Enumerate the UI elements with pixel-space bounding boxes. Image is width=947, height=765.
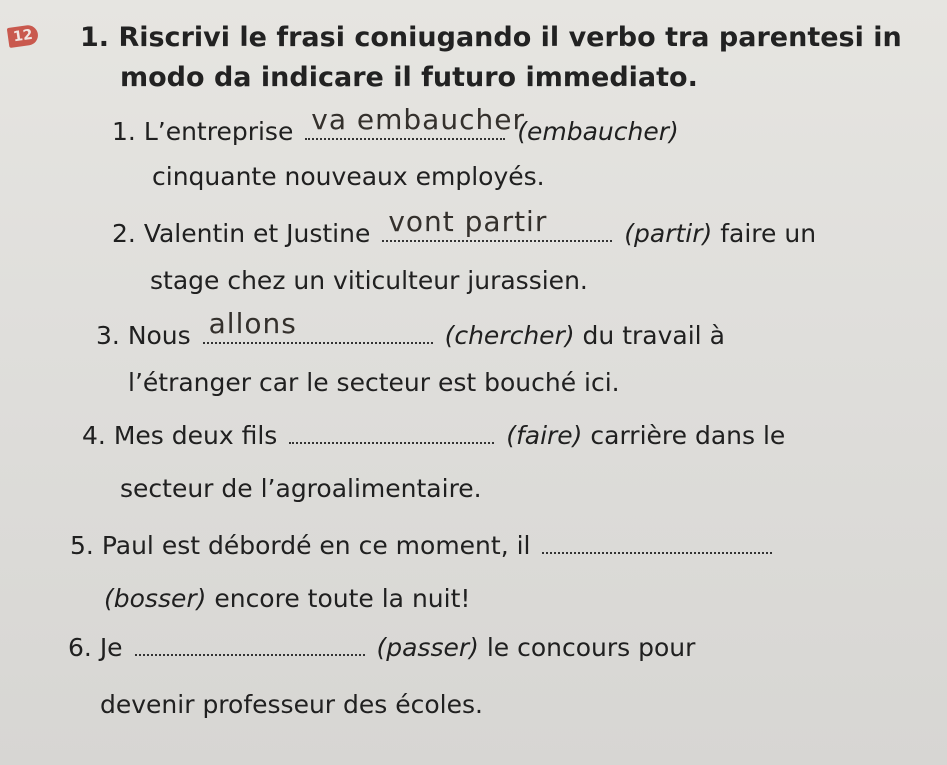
exercise-item-5 [70,530,776,560]
exercise-number-badge: 12 [7,24,39,48]
verb-hint: (bosser) [104,584,207,613]
item-text-before: Paul est débordé en ce moment, il [101,531,531,560]
handwritten-answer: va embaucher [311,103,525,136]
exercise-item-1 [112,103,679,146]
exercise-item-4 [82,420,785,450]
item-3-continuation: l’étranger car le secteur est bouché ici. [128,368,620,397]
item-4-continuation: secteur de l’agroalimentaire. [120,474,482,503]
exercise-item-6 [68,632,695,662]
item-text-after: le concours pour [478,633,696,662]
item-text-before: Mes deux fils [113,421,278,450]
item-5-continuation [104,584,470,613]
exercise-item-3 [96,307,725,350]
item-6-continuation: devenir professeur des écoles. [100,690,483,719]
item-text-before: Nous [127,321,191,350]
handwritten-answer: vont partir [388,205,548,238]
verb-hint: (embaucher) [517,117,679,146]
item-text-after: carrière dans le [582,421,786,450]
item-number: 3. [96,321,120,350]
answer-blank-6[interactable] [135,632,365,656]
item-number: 1. [112,117,136,146]
item-text-before: Je [99,633,123,662]
answer-blank-5[interactable] [542,530,772,554]
item-1-continuation: cinquante nouveaux employés. [152,162,545,191]
item-2-continuation: stage chez un viticulteur jurassien. [150,266,588,295]
answer-blank-4[interactable] [289,420,494,444]
handwritten-answer: allons [208,307,297,340]
answer-blank-2[interactable] [382,205,612,242]
item-text-before: Valentin et Justine [143,219,371,248]
item-number: 5. [70,531,94,560]
item-text-after: du travail à [574,321,725,350]
item-text-before: L’entreprise [143,117,294,146]
answer-blank-1[interactable] [305,103,525,140]
verb-hint: (chercher) [444,321,575,350]
verb-hint: (partir) [624,219,713,248]
exercise-title-line-2: modo da indicare il futuro immediato. [120,62,698,93]
item-text-after: encore toute la nuit! [206,584,471,613]
item-number: 2. [112,219,136,248]
item-number: 6. [68,633,92,662]
verb-hint: (passer) [376,633,479,662]
verb-hint: (faire) [506,421,583,450]
exercise-item-2 [112,205,817,248]
item-number: 4. [82,421,106,450]
exercise-title-line-1: 1. Riscrivi le frasi coniugando il verbo tra parentesi in [80,22,902,53]
answer-blank-3[interactable] [203,307,433,344]
item-text-after: faire un [712,219,817,248]
